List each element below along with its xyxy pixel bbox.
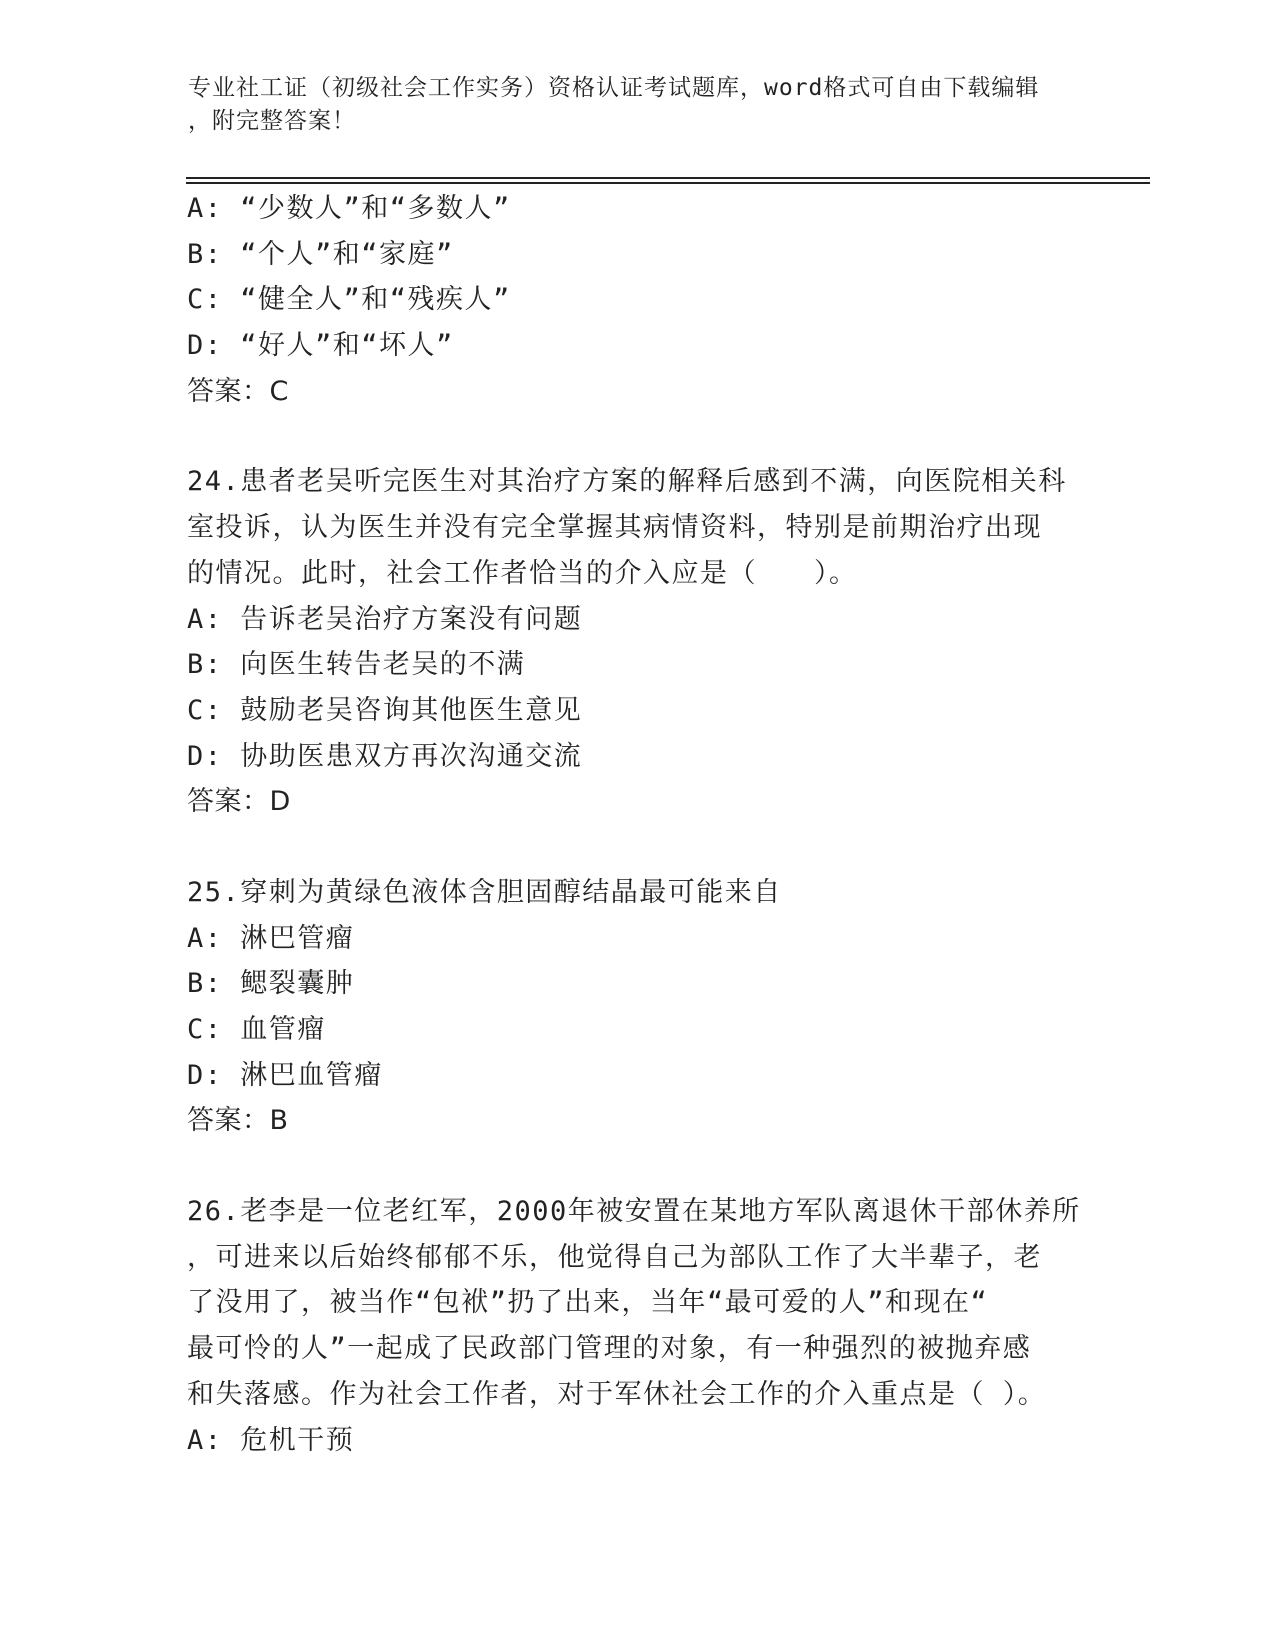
- option-c: C: “健全人”和“残疾人”: [187, 284, 511, 316]
- option-a: A: “少数人”和“多数人”: [187, 193, 511, 224]
- question-stem-line: 最可怜的人”一起成了民政部门管理的对象，有一种强烈的被抛弃感: [187, 1333, 1032, 1365]
- option-c: C: 血管瘤: [187, 1014, 326, 1045]
- question-stem-line: 室投诉，认为医生并没有完全掌握其病情资料，特别是前期治疗出现: [187, 512, 1042, 544]
- option-b: B: 向医生转告老吴的不满: [187, 649, 526, 681]
- document-header: [188, 72, 1068, 138]
- option-a: A: 告诉老吴治疗方案没有问题: [187, 603, 583, 635]
- answer: 答案：B: [187, 1105, 289, 1137]
- question-stem-line: 26.老李是一位老红军，2000年被安置在某地方军队离退休干部休养所: [187, 1196, 1081, 1228]
- answer: 答案：D: [187, 786, 291, 818]
- question-26: [187, 1189, 1087, 1463]
- question-25: [187, 870, 1087, 1144]
- option-d: D: “好人”和“坏人”: [187, 330, 454, 362]
- header-divider-bottom: [186, 182, 1150, 184]
- question-stem-line: 的情况。此时，社会工作者恰当的介入应是（ ）。: [187, 557, 858, 589]
- option-b: B: “个人”和“家庭”: [187, 238, 454, 270]
- question-24: [187, 459, 1087, 825]
- question-stem-line: 24.患者老吴听完医生对其治疗方案的解释后感到不满，向医院相关科: [187, 466, 1067, 498]
- option-b: B: 鳃裂囊肿: [187, 968, 355, 1000]
- option-d: D: 淋巴血管瘤: [187, 1059, 383, 1091]
- header-divider-top: [186, 177, 1150, 179]
- question-stem-line: 和失落感。作为社会工作者，对于军休社会工作的介入重点是（ ）。: [187, 1378, 1047, 1410]
- header-line-2: ，附完整答案！: [188, 108, 356, 134]
- option-d: D: 协助医患双方再次沟通交流: [187, 740, 583, 772]
- question-23: [187, 186, 1087, 414]
- question-stem-line: 25.穿刺为黄绿色液体含胆固醇结晶最可能来自: [187, 876, 782, 908]
- option-a: A: 危机干预: [187, 1424, 355, 1456]
- question-stem-line: ，可进来以后始终郁郁不乐，他觉得自己为部队工作了大半辈子，老: [187, 1241, 1042, 1273]
- option-c: C: 鼓励老吴咨询其他医生意见: [187, 694, 583, 726]
- question-content: [187, 186, 1087, 1463]
- option-a: A: 淋巴管瘤: [187, 922, 355, 954]
- question-stem-line: 了没用了，被当作“包袱”扔了出来，当年“最可爱的人”和现在“: [187, 1287, 989, 1319]
- answer: 答案：C: [187, 375, 289, 407]
- header-line-1: 专业社工证（初级社会工作实务）资格认证考试题库，word格式可自由下载编辑: [188, 75, 1040, 101]
